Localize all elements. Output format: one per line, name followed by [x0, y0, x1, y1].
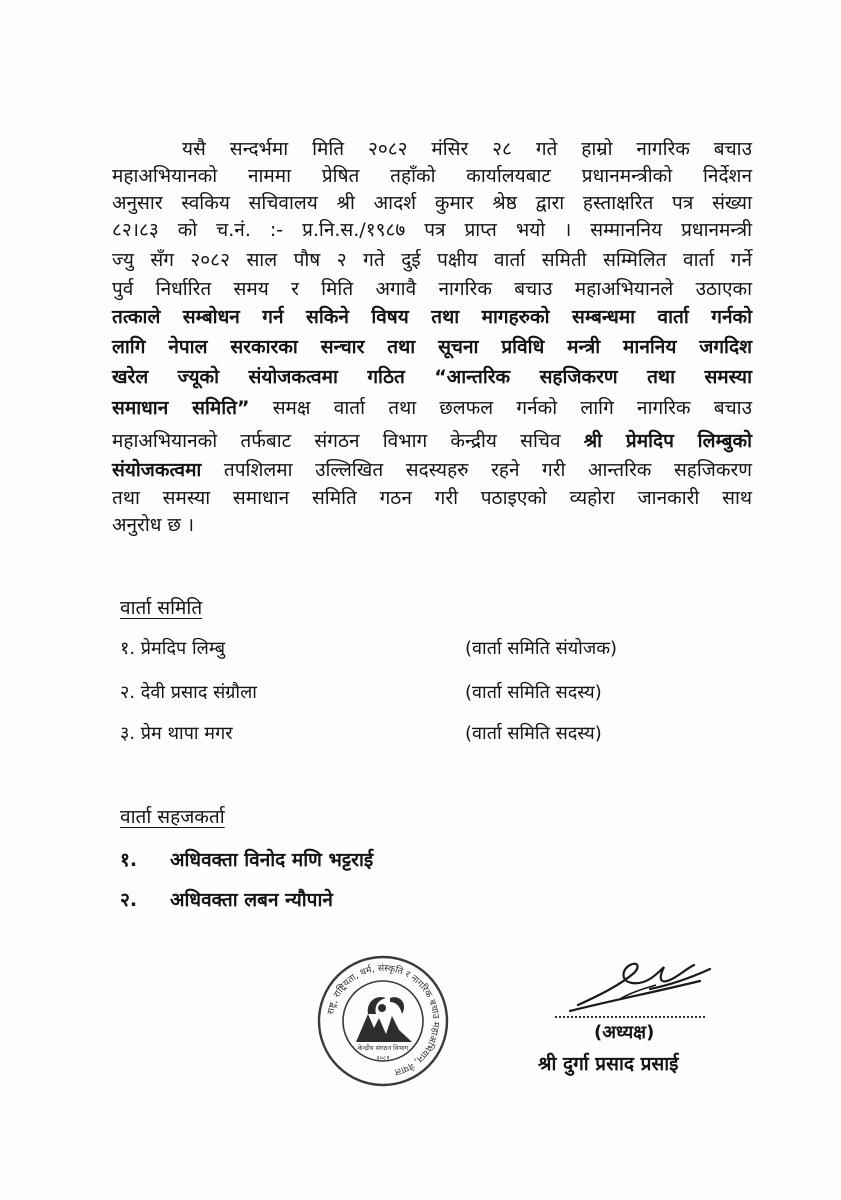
paragraph-text: यसै सन्दर्भमा मिति २०८२ मंसिर २८ गते हाम्रो नागरिक बचाउ [182, 138, 752, 160]
paragraph-line [112, 457, 752, 484]
paragraph-line [112, 364, 752, 391]
paragraph-text: तत्काले सम्बोधन गर्न सकिने विषय तथा मागहरुको सम्बन्धमा वार्ता गर्नको [112, 306, 752, 328]
facilitator-name: अधिवक्ता लबन न्यौपाने [170, 889, 333, 911]
committee-member-name: २. देवी प्रसाद संग्रौला [120, 682, 257, 703]
paragraph-text: अनुसार स्वकिय सचिवालय श्री आदर्श कुमार श्रेष्ठ द्वारा हस्ताक्षरित पत्र संख्या [112, 192, 752, 214]
paragraph-line [182, 136, 752, 163]
paragraph-text: समक्ष वार्ता तथा छलफल गर्नको लागि नागरिक बचाउ [249, 397, 752, 419]
paragraph-line [112, 190, 752, 217]
paragraph-line [112, 276, 752, 303]
facilitator-name: अधिवक्ता विनोद मणि भट्टराई [170, 849, 374, 871]
paragraph-text: लागि नेपाल सरकारका सन्चार तथा सूचना प्रविधि मन्त्री माननिय जगदिश [112, 336, 752, 358]
seal-year: २०८१ [376, 1054, 390, 1062]
paragraph-line [112, 428, 752, 455]
paragraph-text: ज्यु सँग २०८२ साल पौष २ गते दुई पक्षीय वार्ता समिती सम्मिलित वार्ता गर्ने [112, 249, 752, 271]
paragraph-text: पुर्व निर्धारित समय र मिति अगावै नागरिक बचाउ महाअभियानले उठाएका [112, 278, 752, 300]
signature-line [555, 1016, 705, 1018]
paragraph-text: ८२।८३ को च.नं. :- प्र.नि.स./१९८७ पत्र प्राप्त भयो । सम्माननिय प्रधानमन्त्री [112, 219, 752, 241]
paragraph-line [112, 395, 752, 422]
facilitator-heading: वार्ता सहजकर्ता [120, 806, 225, 828]
seal-emblem-icon [356, 997, 412, 1042]
signatory-name: श्री दुर्गा प्रसाद प्रसाई [538, 1053, 679, 1075]
paragraph-line [112, 485, 752, 512]
paragraph-line [112, 334, 752, 361]
paragraph-text: अनुरोध छ । [112, 514, 195, 536]
paragraph-text: खरेल ज्यूको संयोजकत्वमा गठित “आन्तरिक सहजिकरण तथा समस्या [112, 366, 752, 388]
seal-ring-text: राष्ट्र, राष्ट्रियता, धर्म, संस्कृति र नागरिक बचाउ महाअभियान, नेपाल [325, 962, 442, 1078]
committee-member-role: (वार्ता समिति सदस्य) [465, 723, 602, 744]
facilitator-number: १. [120, 849, 138, 871]
paragraph-line [112, 217, 752, 244]
facilitator-number: २. [120, 889, 138, 911]
paragraph-text: महाअभियानको नाममा प्रेषित तहाँको कार्यालयबाट प्रधानमन्त्रीको निर्देशन [112, 165, 752, 187]
signatory-title: (अध्यक्ष) [594, 1022, 655, 1043]
committee-member-role: (वार्ता समिति संयोजक) [465, 638, 618, 659]
organization-seal [316, 954, 450, 1088]
committee-member-name: १. प्रेमदिप लिम्बु [120, 638, 225, 659]
paragraph-line [112, 163, 752, 190]
committee-member-role: (वार्ता समिति सदस्य) [465, 682, 602, 703]
paragraph-text: तथा समस्या समाधान समिति गठन गरी पठाइएको व्यहोरा जानकारी साथ [112, 487, 752, 509]
seal-center-text: केन्द्रीय संगठन विभाग [357, 1044, 409, 1052]
paragraph-text: संयोजकत्वमा [112, 459, 202, 481]
paragraph-line [112, 247, 752, 274]
paragraph-text: श्री प्रेमदिप लिम्बुको [583, 430, 752, 452]
paragraph-line [112, 512, 752, 539]
paragraph-text: समाधान समिति” [112, 397, 250, 419]
committee-member-name: ३. प्रेम थापा मगर [120, 723, 233, 744]
paragraph-line [112, 304, 752, 331]
handwritten-signature [560, 955, 720, 1017]
committee-heading: वार्ता समिति [120, 597, 203, 619]
paragraph-text: महाअभियानको तर्फबाट संगठन विभाग केन्द्रीय सचिव [112, 430, 584, 452]
paragraph-text: तपशिलमा उल्लिखित सदस्यहरु रहने गरी आन्तरिक सहजिकरण [201, 459, 752, 481]
